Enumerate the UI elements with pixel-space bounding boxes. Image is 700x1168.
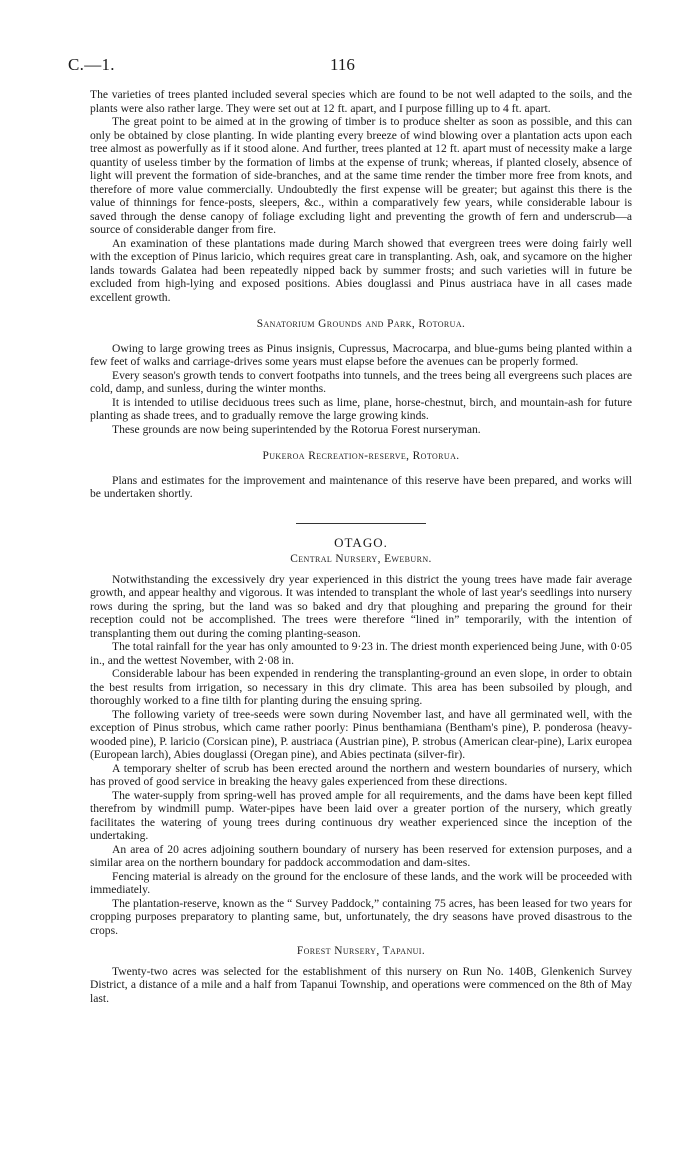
sanatorium-section (90, 342, 632, 437)
paragraph: The total rainfall for the year has only amounted to 9·23 in. The driest month experienced being June, with 0·05 in., and the wettest November, with 2·08 in. (90, 640, 632, 667)
section-heading: Pukeroa Recreation-reserve, Rotorua. (262, 450, 460, 462)
paragraph: Every season's growth tends to convert footpaths into tunnels, and the trees being all evergreens such places are cold, damp, and sunless, during the winter months. (90, 368, 632, 395)
section-heading: Sanatorium Grounds and Park, Rotorua. (256, 318, 466, 330)
paragraph: The plantation-reserve, known as the “ Survey Paddock,” containing 75 acres, has been leased for two years for cropping purposes preparatory to planting same, but, unfortunately, the dry seasons have proved disastrous to the crops. (90, 896, 632, 937)
paragraph: Plans and estimates for the improvement and maintenance of this reserve have been prepared, and works will be undertaken shortly. (90, 473, 632, 500)
paragraph: The water-supply from spring-well has proved ample for all requirements, and the dams have been kept filled therefrom by windmill pump. Water-pipes have been laid over a greater portion of the nursery, which greatly facilitates the watering of young trees during continuous dry weather experienced since the inception of the undertaking. (90, 788, 632, 842)
paragraph: It is intended to utilise deciduous trees such as lime, plane, horse-chestnut, birch, and mountain-ash for future planting as shade trees, and to gradually remove the large growing kinds. (90, 395, 632, 422)
page-header (68, 55, 632, 88)
paragraph: Considerable labour has been expended in rendering the transplanting-ground an even slope, in order to obtain the best results from irrigation, so necessary in this dry climate. This area has been subsoiled by plough, and thoroughly worked to a fine tilth for planting during the ensuing spring. (90, 667, 632, 707)
region-title: OTAGO. (334, 534, 388, 550)
paragraph: Owing to large growing trees as Pinus insignis, Cupressus, Macrocarpa, and blue-gums being planted within a few feet of walks and carriage-drives some years must elapse before the avenues can be properly formed. (90, 341, 632, 368)
plantations-section (90, 88, 632, 304)
section-divider (296, 523, 426, 524)
paragraph: The following variety of tree-seeds were sown during November last, and have all germinated well, with the exception of Pinus strobus, which came rather poorly: Pinus benthamiana (Bentham's pine), P. ponderosa (heavy-wooded pine), P. laricio (Corsican pine), P. austriaca (Austrian pine), P. strobus (American clear-pine), Larix europea (European larch), Abies douglassi (Oregan pine), and Abies pectinata (silver-fir). (90, 707, 632, 761)
paragraph: Twenty-two acres was selected for the establishment of this nursery on Run No. 140B, Glenkenich Survey District, a distance of a mile and a half from Tapanui Township, and operations were commenced on the 8th of May last. (90, 964, 632, 1005)
pukeroa-section (90, 474, 632, 501)
paragraph: An examination of these plantations made during March showed that evergreen trees were doing fairly well with the exception of Pinus laricio, which requires great care in transplanting. Ash, oak, and sycamore on the higher lands towards Galatea had been repeatedly nipped back by summer frosts; and such varieties will in future be excluded from high-lying and exposed positions. Abies douglassi and Pinus austriaca have in all cases made excellent growth. (90, 236, 632, 304)
paragraph: Notwithstanding the excessively dry year experienced in this district the young trees have made fair average growth, and appear healthy and vigorous. It was intended to transplant the whole of last year's seedlings into nursery rows during the spring, but the land was so baked and dry that ploughing and preparing the ground for their reception could not be accomplished. The trees were therefore “lined in” temporarily, with the intention of transplanting them out during the coming planting-season. (90, 572, 632, 640)
section-heading: Forest Nursery, Tapanui. (296, 945, 426, 957)
page-number: 116 (330, 55, 355, 74)
section-heading: Central Nursery, Eweburn. (290, 553, 432, 565)
paragraph: An area of 20 acres adjoining southern boundary of nursery has been reserved for extension purposes, and a similar area on the northern boundary for paddock accommodation and dam-sites. (90, 842, 632, 869)
central-nursery-section (90, 573, 632, 938)
paragraph: The varieties of trees planted included several species which are found to be not well adapted to the soils, and the plants were also rather large. They were set out at 12 ft. apart, and I purpose filling up to 4 ft. apart. (90, 88, 632, 115)
document-code: C.—1. (68, 55, 115, 74)
paragraph: The great point to be aimed at in the growing of timber is to produce shelter as soon as possible, and this can only be obtained by close planting. In wide planting every breeze of wind blowing over a plantation acts upon each tree almost as powerfully as if it stood alone. And further, trees planted at 12 ft. apart must of necessity make a large quantity of useless timber by the formation of limbs at the expense of trunk; whereas, if planted closely, absence of light will prevent the formation of side-branches, and at the same time render the timber more free from knots, and therefore of more value commercially. Undoubtedly the first expense will be greater; but against this there is the value of thinnings for fence-posts, sleepers, &c., within a comparatively few years, while considerable labour is saved through the dense canopy of foliage excluding light and preventing the growth of fern and underscrub—a source of considerable danger from fire. (90, 115, 632, 236)
tapanui-section (90, 965, 632, 1006)
paragraph: These grounds are now being superintended by the Rotorua Forest nurseryman. (112, 422, 481, 436)
paragraph: Fencing material is already on the ground for the enclosure of these lands, and the work will be proceeded with immediately. (90, 869, 632, 896)
paragraph: A temporary shelter of scrub has been erected around the northern and western boundaries of nursery, which has proved of good service in breaking the heavy gales experienced from these directions. (90, 761, 632, 788)
